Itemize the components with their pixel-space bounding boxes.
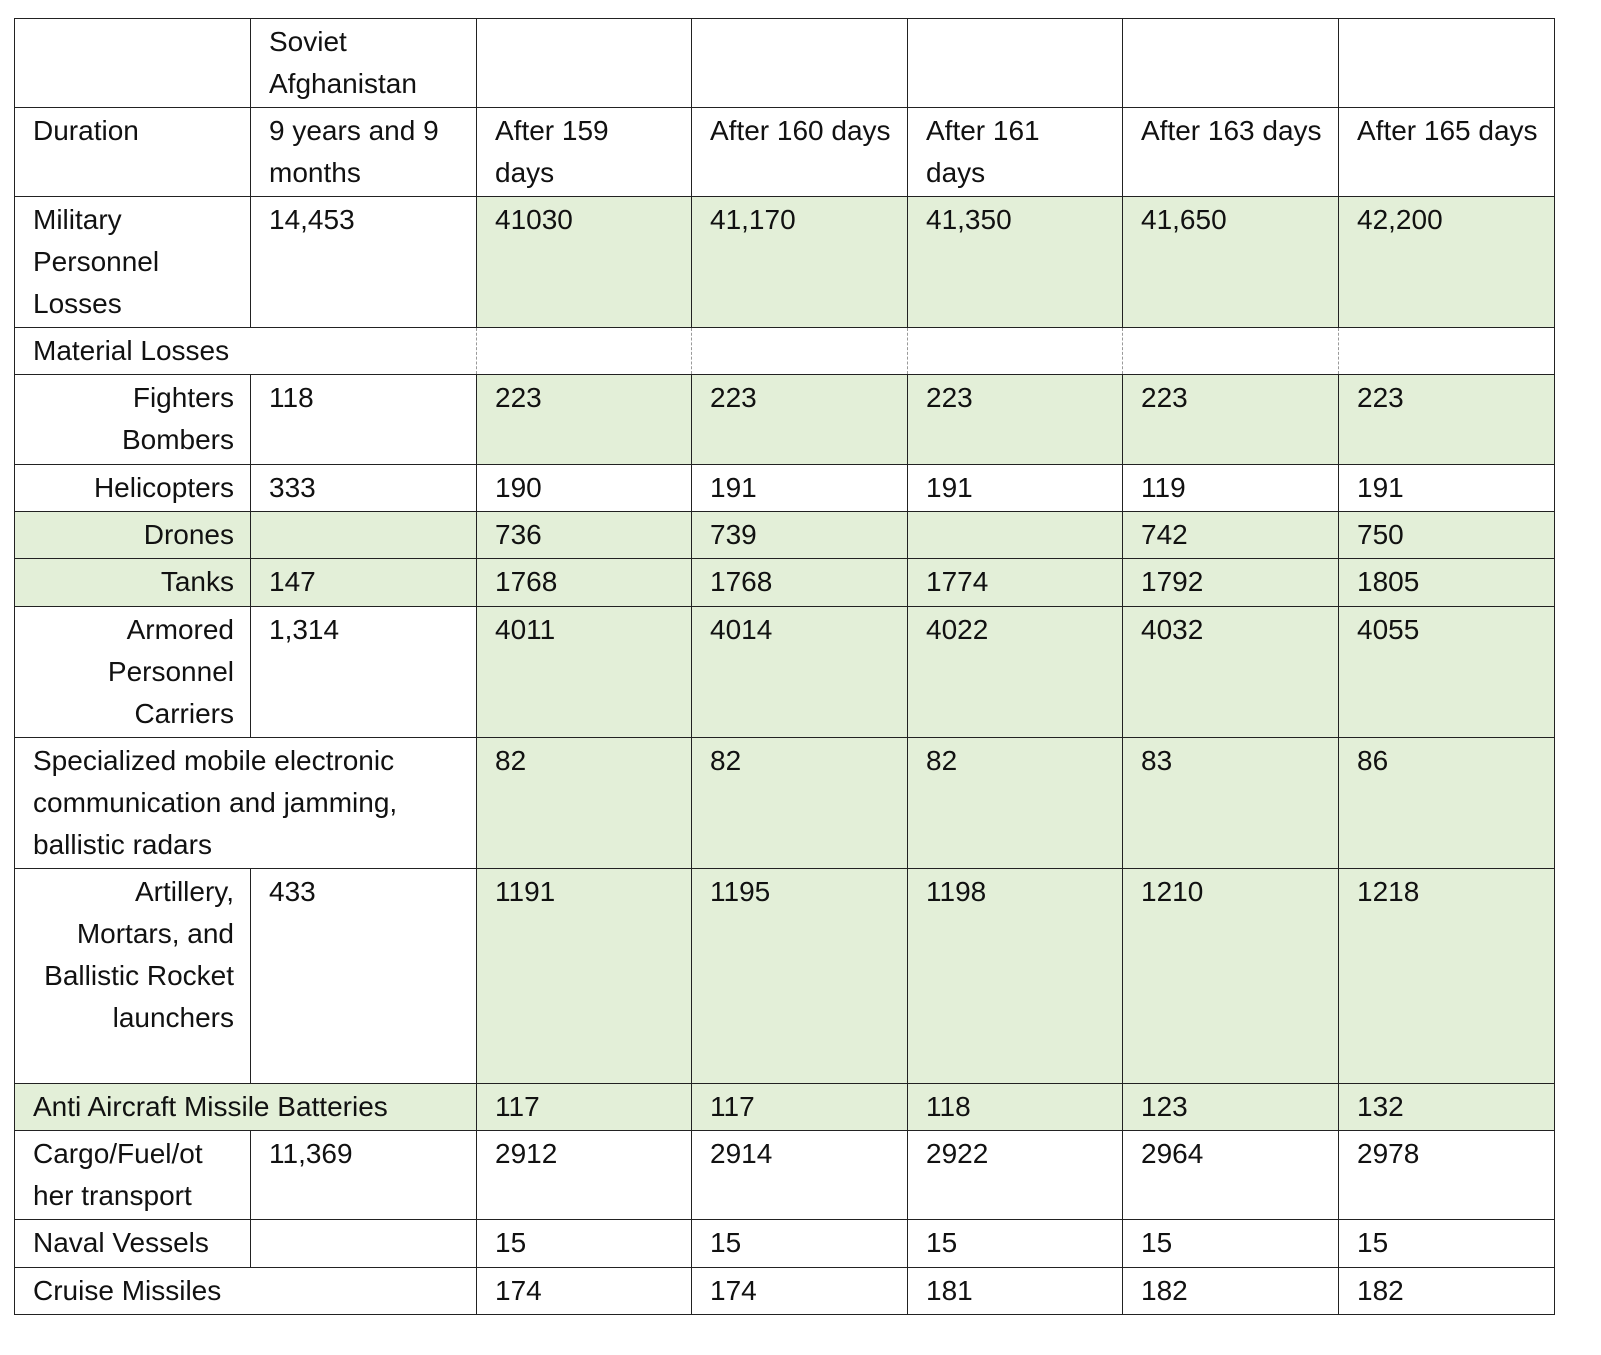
cell — [908, 328, 1123, 375]
row-label-helicopters: Helicopters — [15, 465, 251, 512]
row-label-fighters-bombers: Fighters Bombers — [15, 375, 251, 465]
row-label-military-personnel: Military Personnel Losses — [15, 197, 251, 328]
cell: 4032 — [1123, 607, 1339, 738]
cell: 191 — [692, 465, 908, 512]
cargo-row — [15, 1131, 1555, 1220]
cell: 2922 — [908, 1131, 1123, 1220]
cell: 119 — [1123, 465, 1339, 512]
cell: 1210 — [1123, 869, 1339, 1084]
cell: 181 — [908, 1268, 1123, 1315]
cell — [477, 328, 692, 375]
fighters-row — [15, 375, 1555, 465]
cell: After 163 days — [1123, 108, 1339, 197]
cell: After 159 days — [477, 108, 692, 197]
cell — [908, 512, 1123, 559]
cell: 41,350 — [908, 197, 1123, 328]
cell: 190 — [477, 465, 692, 512]
cell: 4014 — [692, 607, 908, 738]
cell: 123 — [1123, 1084, 1339, 1131]
cell: 82 — [908, 738, 1123, 869]
cell: 42,200 — [1339, 197, 1555, 328]
cell: 41030 — [477, 197, 692, 328]
cell — [692, 328, 908, 375]
cell: 15 — [908, 1220, 1123, 1268]
cell: 1792 — [1123, 559, 1339, 607]
row-label-naval-vessels: Naval Vessels — [15, 1220, 251, 1268]
cell — [1123, 328, 1339, 375]
cell: 15 — [477, 1220, 692, 1268]
cell: 223 — [692, 375, 908, 465]
cell: 14,453 — [251, 197, 477, 328]
apc-row — [15, 607, 1555, 738]
cell: 118 — [908, 1084, 1123, 1131]
cell: 223 — [908, 375, 1123, 465]
cell: 1218 — [1339, 869, 1555, 1084]
cruise-row — [15, 1268, 1555, 1315]
cell: 83 — [1123, 738, 1339, 869]
cell — [1339, 19, 1555, 108]
row-label-cruise-missiles: Cruise Missiles — [15, 1268, 477, 1315]
losses-comparison-table — [14, 18, 1555, 1315]
cell: After 161 days — [908, 108, 1123, 197]
row-label-armored-personnel-carriers: Armored Personnel Carriers — [15, 607, 251, 738]
naval-row — [15, 1220, 1555, 1268]
cell: 223 — [1339, 375, 1555, 465]
cell: 736 — [477, 512, 692, 559]
cell: 2914 — [692, 1131, 908, 1220]
cell: 174 — [692, 1268, 908, 1315]
cell: 1195 — [692, 869, 908, 1084]
cell: 4011 — [477, 607, 692, 738]
cell — [15, 19, 251, 108]
cell: 2912 — [477, 1131, 692, 1220]
cell: 82 — [477, 738, 692, 869]
cell — [692, 19, 908, 108]
cell: 2964 — [1123, 1131, 1339, 1220]
material-losses-row — [15, 328, 1555, 375]
cell — [1123, 19, 1339, 108]
duration-row — [15, 108, 1555, 197]
cell: 4055 — [1339, 607, 1555, 738]
cell: 1191 — [477, 869, 692, 1084]
cell: 182 — [1339, 1268, 1555, 1315]
row-label-anti-aircraft: Anti Aircraft Missile Batteries — [15, 1084, 477, 1131]
antiair-row — [15, 1084, 1555, 1131]
cell: 117 — [477, 1084, 692, 1131]
cell: 86 — [1339, 738, 1555, 869]
electronic-row — [15, 738, 1555, 869]
artillery-row — [15, 869, 1555, 1084]
row-label-duration: Duration — [15, 108, 251, 197]
cell: 82 — [692, 738, 908, 869]
cell: 433 — [251, 869, 477, 1084]
cell: 182 — [1123, 1268, 1339, 1315]
cell: 1768 — [692, 559, 908, 607]
cell: 132 — [1339, 1084, 1555, 1131]
cell: After 165 days — [1339, 108, 1555, 197]
cell — [251, 512, 477, 559]
cell — [1339, 328, 1555, 375]
cell: 742 — [1123, 512, 1339, 559]
cell: 117 — [692, 1084, 908, 1131]
row-label-specialized-electronic: Specialized mobile electronic communication and jamming, ballistic radars — [15, 738, 477, 869]
cell: 223 — [477, 375, 692, 465]
cell: 41,650 — [1123, 197, 1339, 328]
row-label-drones: Drones — [15, 512, 251, 559]
cell: 739 — [692, 512, 908, 559]
cell: 333 — [251, 465, 477, 512]
cell: 9 years and 9 months — [251, 108, 477, 197]
cell: 223 — [1123, 375, 1339, 465]
cell — [477, 19, 692, 108]
cell: 191 — [1339, 465, 1555, 512]
helicopters-row — [15, 465, 1555, 512]
row-label-artillery: Artillery, Mortars, and Ballistic Rocket launchers — [15, 869, 251, 1084]
cell: 15 — [1123, 1220, 1339, 1268]
cell: 41,170 — [692, 197, 908, 328]
personnel-row — [15, 197, 1555, 328]
cell: After 160 days — [692, 108, 908, 197]
cell: 2978 — [1339, 1131, 1555, 1220]
cell: 1805 — [1339, 559, 1555, 607]
cell: 1198 — [908, 869, 1123, 1084]
cell: 1768 — [477, 559, 692, 607]
cell: 118 — [251, 375, 477, 465]
cell: 750 — [1339, 512, 1555, 559]
cell: 1774 — [908, 559, 1123, 607]
cell: 147 — [251, 559, 477, 607]
tanks-row — [15, 559, 1555, 607]
cell: 174 — [477, 1268, 692, 1315]
row-label-tanks: Tanks — [15, 559, 251, 607]
cell: 1,314 — [251, 607, 477, 738]
drones-row — [15, 512, 1555, 559]
column-header-soviet-afghanistan: Soviet Afghanistan — [251, 19, 477, 108]
cell: 15 — [1339, 1220, 1555, 1268]
cell — [251, 1220, 477, 1268]
cell: 15 — [692, 1220, 908, 1268]
cell: 11,369 — [251, 1131, 477, 1220]
cell: 191 — [908, 465, 1123, 512]
header-row-label — [15, 19, 1555, 108]
cell — [908, 19, 1123, 108]
section-label-material-losses: Material Losses — [15, 328, 477, 375]
row-label-cargo-transport: Cargo/Fuel/ot her transport — [15, 1131, 251, 1220]
cell: 4022 — [908, 607, 1123, 738]
